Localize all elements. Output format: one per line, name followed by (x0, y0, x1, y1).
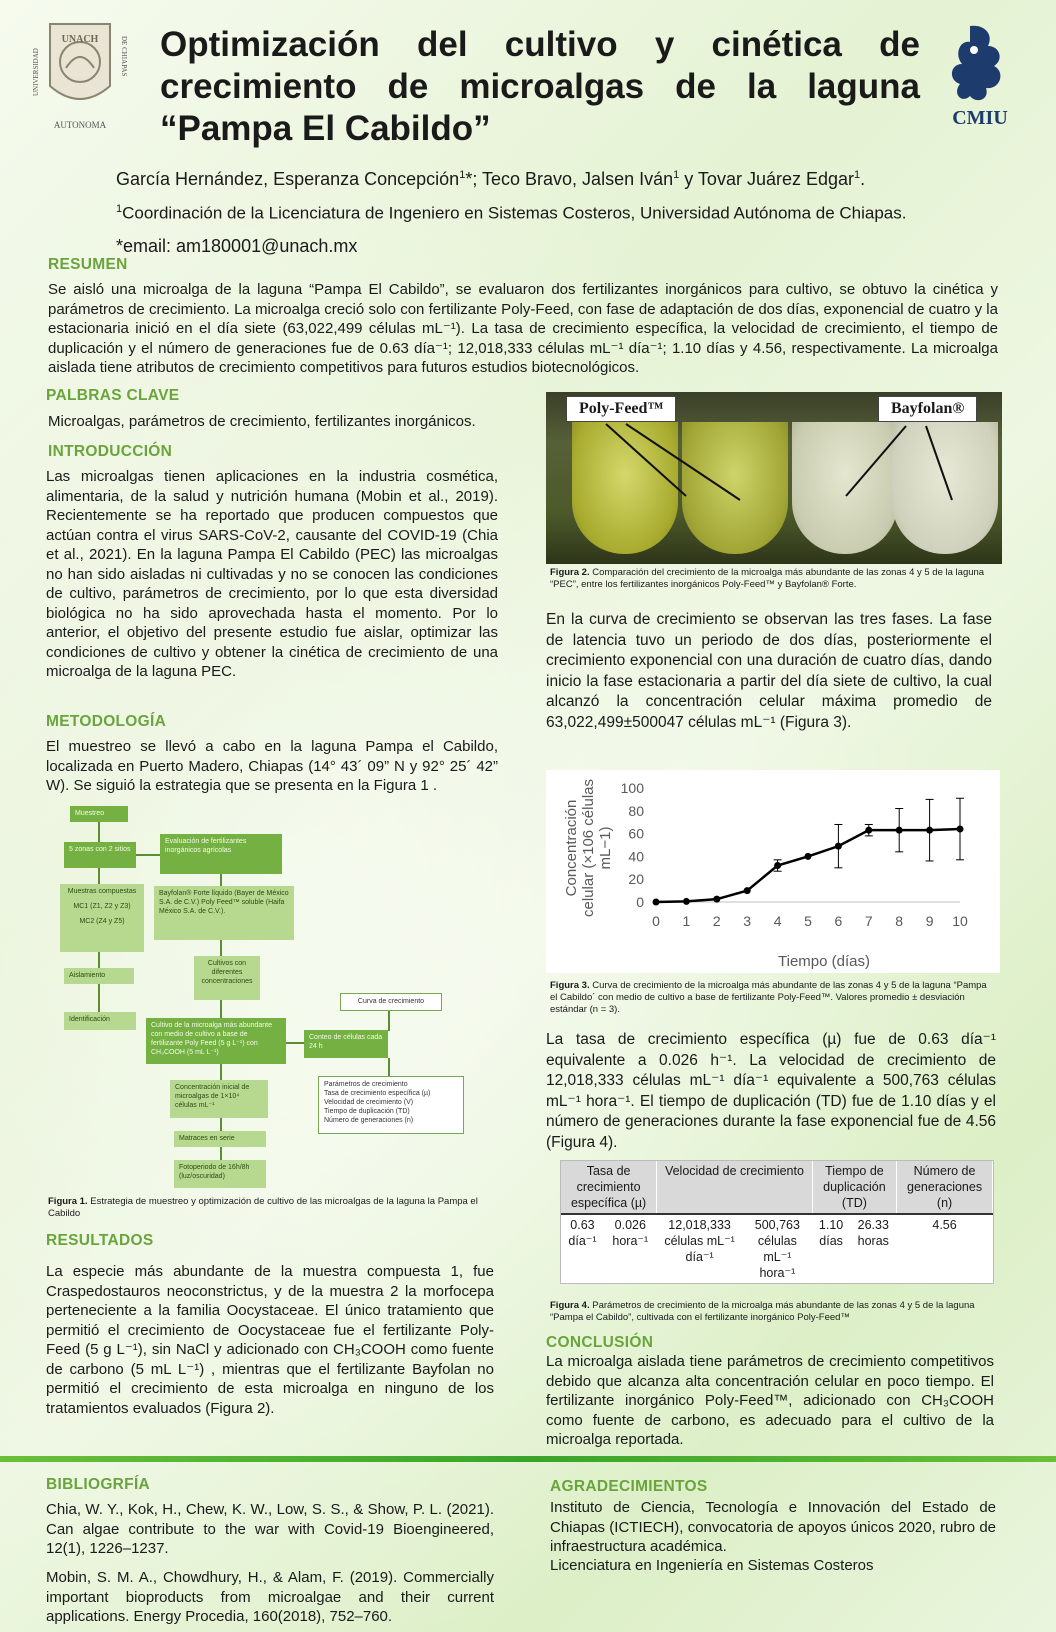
intro-text: Las microalgas tienen aplicaciones en la industria cosmética, alimentaria, de la salud y nutrición humana (Mobin et al., 2019). Recientemente se ha reportado que producen compuestos que actúan contra el virus SARS-CoV-2, causante del COVID-19 (Chia et al., 2021). En la laguna Pampa El Cabildo (PEC) las microalgas no han sido aisladas ni cultivadas y no se conocen las condiciones de cultivo, parámetros de crecimiento, por lo que esta diversidad biológica no ha sido aprovechada hasta el momento. Por lo anterior, el objetivo del presente estudio fue aislar, optimizar las condiciones de cultivo y obtener la cinética de crecimiento de una microalga de la laguna PEC. (46, 468, 498, 680)
chart-xlabel: Tiempo (días) (778, 953, 870, 970)
data-point (683, 898, 690, 905)
resultados-text: La especie más abundante de la muestra compuesta 1, fue Craspedostauros neoconstrictus, y de la muestra 2 la morfocepa perteneciente a la familia Oocystaceae. El único tratamiento que permitió el crecimiento de Oocystaceae fue el fertilizante Poly-Feed (5 g L⁻¹), sin NaCl y adicionado con CH₃COOH como fuente de carbono (5 mL L⁻¹) , mientras que el fertilizante Bayfolan no permitió el crecimiento de esta microalga en ninguno de los tratamientos evaluados (Figura 2). (46, 1263, 494, 1417)
intro-heading: INTRODUCCIÓN (48, 443, 173, 460)
fc-muestreo: Muestreo (70, 806, 128, 822)
chart-ylabel-line: mL−1) (597, 826, 614, 870)
fc-evaluacion: Evaluación de fertilizantes inorgánicos agrícolas (160, 834, 282, 874)
y-tick-label: 20 (628, 871, 644, 888)
bibliografia-heading: BIBLIOGRFÍA (46, 1476, 151, 1493)
x-tick-label: 5 (804, 913, 812, 929)
fig2-caption (550, 567, 1000, 591)
fc-aislamiento: Aislamiento (64, 968, 134, 984)
y-tick-label: 40 (628, 848, 644, 865)
fc-arrow-2 (136, 854, 160, 856)
td-td-dias: 1.10 días (818, 1218, 844, 1248)
cmiu-logo (940, 20, 1020, 130)
fc-arrow-14 (220, 1147, 222, 1160)
fc-arrow-11 (388, 1058, 390, 1076)
logo-left-bottom: AUTONOMA (53, 120, 107, 130)
x-tick-label: 8 (895, 913, 904, 929)
fig4-label: Figura 4. (550, 1300, 590, 1311)
data-point (865, 827, 872, 834)
td-mu-hora: 0.026 hora⁻¹ (612, 1218, 649, 1248)
td-v-hora: 500,763 células mL⁻¹ hora⁻¹ (754, 1218, 800, 1280)
fc-concentracion: Concentración inicial de microalgas de 1×10⁴ células mL⁻¹ (170, 1080, 268, 1118)
data-point (744, 887, 751, 894)
fc-arrow-12 (220, 1064, 222, 1080)
data-point (835, 843, 842, 850)
metodologia-text: El muestreo se llevó a cabo en la laguna Pampa el Cabildo, localizada en Puerto Madero, Chiapas (14° 43´ 09” N y 92° 25´ 42” W). Se siguió la estrategia que se presenta en la Figura 1 . (46, 738, 498, 794)
tasa-text: La tasa de crecimiento específica (µ) fue de 0.63 día⁻¹ equivalente a 0.026 h⁻¹. La velocidad de crecimiento de 12,018,333 células mL⁻¹ día⁻¹ equivalente a 500,763 células mL⁻¹ hora⁻¹. El tiempo de duplicación (TD) fue de 1.10 días y el número de generaciones durante la fase exponencial fue de 4.56 (Figura 4). (546, 1031, 996, 1151)
x-tick-label: 9 (925, 913, 934, 929)
logo-left-top: UNACH (61, 34, 99, 45)
data-point (774, 862, 781, 869)
fig2-label-bayfolan: Bayfolan® (878, 396, 977, 422)
series-line (656, 829, 960, 902)
fc-arrow-8 (220, 1000, 222, 1018)
green-divider (0, 1456, 1056, 1462)
fc-arrow-1 (98, 822, 100, 842)
fc-conteo: Conteo de células cada 24 h (304, 1030, 388, 1058)
fig2-arrows (546, 392, 1002, 564)
fc-identificacion: Identificación (64, 1012, 136, 1030)
authors-a: García Hernández, Esperanza Concepción (116, 169, 460, 189)
fc-mc2: MC2 (Z4 y Z5) (79, 918, 125, 925)
x-tick-label: 6 (834, 913, 843, 929)
fc-compuestas-title: Muestras compuestas (67, 888, 137, 895)
fc-arrow-6 (220, 874, 222, 886)
authors-c: y Tovar Juárez Edgar (679, 169, 855, 189)
resumen-heading: RESUMEN (48, 256, 128, 273)
fig2-photo (546, 392, 1002, 564)
y-tick-label: 60 (628, 825, 644, 842)
logo-right-text: CMIU (952, 107, 1008, 129)
fig4-table (560, 1160, 994, 1284)
x-tick-label: 2 (712, 913, 721, 929)
fc-fotoperiodo: Fotoperiodo de 16h/8h (luz/oscuridad) (174, 1160, 266, 1188)
unach-logo (28, 16, 132, 134)
fc-arrow-13 (220, 1118, 222, 1131)
fig3-caption (550, 980, 996, 1016)
poster-title: Optimización del cultivo y cinética de crecimiento de microalgas de la laguna “Pampa El Cabildo” (160, 25, 920, 148)
fig2-label-polyfeed: Poly-Feed™ (566, 396, 676, 422)
fc-arrow-9 (286, 1042, 304, 1044)
resultados-heading: RESULTADOS (46, 1232, 154, 1249)
x-tick-label: 1 (682, 913, 691, 929)
agradecimientos-text-2: Licenciatura en Ingeniería en Sistemas Costeros (550, 1557, 874, 1574)
ref-2: Mobin, S. M. A., Chowdhury, H., & Alam, F. (2019). Commercially important bioproducts from microalgae and their current applications. Energy Procedia, 160(2018), 752–760. (46, 1569, 494, 1625)
fc-cultivo: Cultivo de la microalga más abundante con medio de cultivo a base de fertilizante Poly Feed (5 g L⁻¹) con CH₃COOH (5 mL L⁻¹) (146, 1018, 286, 1064)
x-tick-label: 4 (773, 913, 782, 929)
fc-arrow-7 (220, 940, 222, 956)
affiliation: Coordinación de la Licenciatura de Ingeniero en Sistemas Costeros, Universidad Autónoma de Chiapas. (122, 203, 907, 223)
fc-parametros-title: Parámetros de crecimiento (324, 1081, 408, 1088)
fc-curva: Curva de crecimiento (340, 993, 442, 1011)
email-line: *email: am180001@unach.mx (116, 235, 358, 256)
y-tick-label: 100 (620, 780, 644, 796)
fc-arrow-10 (388, 1011, 390, 1031)
fc-param-2: Velocidad de crecimiento (V) (324, 1099, 414, 1106)
data-point (805, 853, 812, 860)
fig3-text: Curva de crecimiento de la microalga más abundante de las zonas 4 y 5 de la laguna “Pampa el Cabildo´ con medio de cultivo a base de fertilizante Poly-Feed™. Valores promedio ± desviación estándar (n = 3). (550, 980, 987, 1015)
fc-arrow-4 (98, 952, 100, 968)
th-tiempo: Tiempo de duplicación (TD) (812, 1161, 896, 1214)
td-n: 4.56 (932, 1218, 957, 1232)
th-generaciones: Número de generaciones (n) (897, 1161, 993, 1214)
ref-1: Chia, W. Y., Kok, H., Chew, K. W., Low, S. S., & Show, P. L. (2021). Can algae contribute to the war with Covid-19 Bioengineered, 12(1), 1226–1237. (46, 1501, 494, 1557)
data-point (957, 826, 964, 833)
fig4-caption (550, 1300, 996, 1324)
fig4-text: Parámetros de crecimiento de la microalga más abundante de las zonas 4 y 5 de la laguna “Pampa el Cabildo”, cultivada con el fertilizante inorgánico Poly-Feed™ (550, 1300, 975, 1323)
claves-text: Microalgas, parámetros de crecimiento, fertilizantes inorgánicos. (48, 413, 476, 430)
conclusion-heading: CONCLUSIÓN (546, 1334, 654, 1351)
x-tick-label: 3 (743, 913, 752, 929)
fc-mc1: MC1 (Z1, Z2 y Z3) (73, 903, 131, 910)
fig2-label: Figura 2. (550, 567, 590, 578)
fc-matraces: Matraces en serie (174, 1131, 266, 1147)
fc-param-3: Tiempo de duplicación (TD) (324, 1108, 410, 1115)
td-v-dia: 12,018,333 células mL⁻¹ día⁻¹ (664, 1218, 735, 1264)
agradecimientos-text: Instituto de Ciencia, Tecnología e Innovación del Estado de Chiapas (ICTIECH), convocatoria de apoyos únicos 2020, rubro de infraestructura académica. (550, 1499, 996, 1555)
claves-heading: PALBRAS CLAVE (46, 387, 180, 404)
authors-b: *; Teco Bravo, Jalsen Iván (465, 169, 674, 189)
logo-left-side-l: UNIVERSIDAD (32, 48, 40, 96)
fc-arrow-5 (98, 984, 100, 1012)
metodologia-heading: METODOLOGÍA (46, 713, 167, 730)
fig1-caption (48, 1196, 498, 1220)
logo-left-side-r: DE CHIAPAS (120, 36, 128, 77)
fc-param-4: Número de generaciones (n) (324, 1117, 414, 1124)
th-tasa: Tasa de crecimiento específica (µ) (561, 1161, 657, 1214)
agradecimientos-heading: AGRADECIMIENTOS (550, 1478, 708, 1495)
data-point (713, 896, 720, 903)
fc-fertilizantes: Bayfolan® Forte líquido (Bayer de México S.A. de C.V.) Poly Feed™ soluble (Haifa México S.A. de C.V.). (154, 886, 294, 940)
td-td-horas: 26.33 horas (857, 1218, 889, 1248)
resumen-text: Se aisló una microalga de la laguna “Pampa El Cabildo”, se evaluaron dos fertilizantes inorgánicos para cultivo, se obtuvo la cinética y parámetros de crecimiento. La microalga creció solo con fertilizante Poly-Feed, con fase de adaptación de dos días, exponencial de cuatro y la estacionaria inició en el día siete (63,022,499 células mL⁻¹). La tasa de crecimiento específica, la velocidad de crecimiento, el tiempo de duplicación y el número de generaciones fue de 0.63 día⁻¹; 12,018,333 células mL⁻¹ día⁻¹; 1.10 días y 4.56, respectivamente. La microalga aislada tiene atributos de crecimiento competitivos para futuros estudios biotecnológicos. (48, 281, 998, 376)
conclusion-text: La microalga aislada tiene parámetros de crecimiento competitivos debido que alcanza alta concentración celular en poco tiempo. El fertilizante inorgánico Poly-Feed™, adicionado con CH₃COOH como fuente de carbono, es adecuado para el cultivo de la microalga reportada. (546, 1353, 994, 1448)
chart-ylabel-line: celular (×106 células (580, 779, 597, 917)
chart-ylabel (563, 779, 614, 917)
x-tick-label: 0 (652, 913, 660, 929)
fig1-label: Figura 1. (48, 1196, 88, 1207)
fig3-chart (546, 770, 1000, 973)
fc-zonas: 5 zonas con 2 sitios (64, 842, 136, 868)
y-tick-label: 0 (636, 894, 644, 910)
x-tick-label: 10 (952, 913, 968, 929)
authors-block (116, 160, 996, 261)
table-row (561, 1214, 993, 1283)
fc-param-1: Tasa de crecimiento específica (µ) (324, 1090, 431, 1097)
td-mu-dia: 0.63 día⁻¹ (568, 1218, 597, 1248)
fig1-text: Estrategia de muestreo y optimización de cultivo de las microalgas de la laguna la Pampa el Cabildo (48, 1196, 478, 1219)
x-tick-label: 7 (864, 913, 873, 929)
fc-parametros (318, 1076, 464, 1134)
fc-compuestas (60, 884, 144, 952)
y-tick-label: 80 (628, 802, 644, 819)
fig2-text: Comparación del crecimiento de la microalga más abundante de las zonas 4 y 5 de la laguna “PEC”, entre los fertilizantes inorgánicos Poly-Feed™ y Bayfolan® Forte. (550, 567, 985, 590)
curva-text: En la curva de crecimiento se observan las tres fases. La fase de latencia tuvo un periodo de dos días, posteriormente el crecimiento exponencial con una duración de cuatro días, dando inicio la fase estacionaria a partir del día siete de cultivo, la cual alcanzó la concentración celular máxima promedio de 63,022,499±500047 células mL⁻¹ (Figura 3). (546, 611, 992, 731)
chart-ylabel-line: Concentración (563, 799, 580, 897)
th-velocidad: Velocidad de crecimiento (657, 1161, 813, 1214)
data-point (653, 899, 660, 906)
authors-line: García Hernández, Esperanza Concepción$^1$*; Teco Bravo, Jalsen Iván$^1$ y Tovar Juárez Edgar$^1$. (116, 169, 866, 189)
growth-chart-svg (546, 770, 1000, 973)
fc-arrow-3 (98, 868, 100, 884)
fig3-label: Figura 3. (550, 980, 590, 991)
data-point (896, 827, 903, 834)
fc-cultivos: Cultivos con diferentes concentraciones (194, 956, 260, 1000)
table-header-row (561, 1161, 993, 1214)
affiliation-line: $^1$Coordinación de la Licenciatura de Ingeniero en Sistemas Costeros, Universidad Autónoma de Chiapas. (116, 203, 907, 223)
data-point (926, 827, 933, 834)
